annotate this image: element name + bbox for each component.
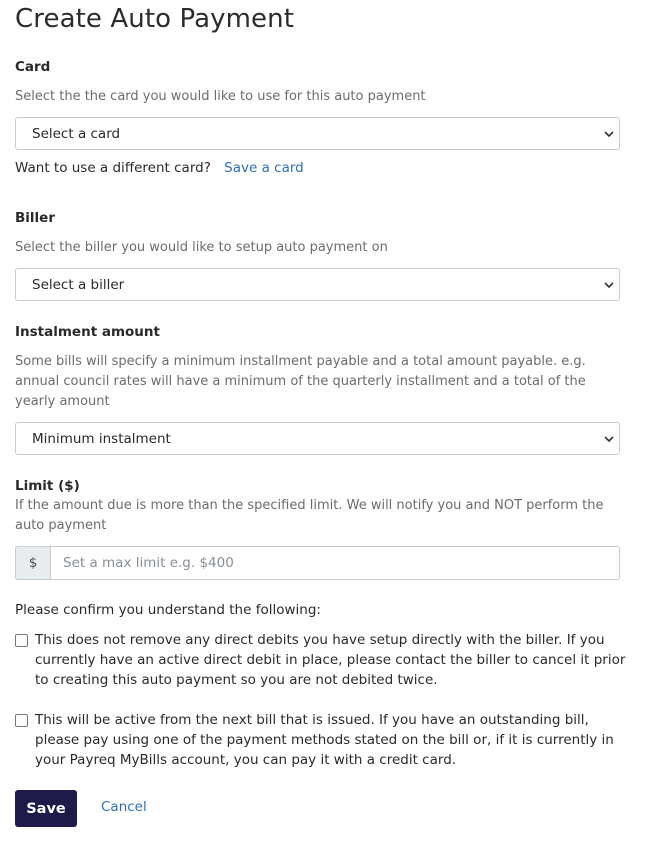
confirm-heading: Please confirm you understand the following: [15, 602, 321, 618]
chevron-down-icon [603, 433, 615, 445]
limit-input-group [15, 546, 620, 580]
confirm-text-next-bill: This will be active from the next bill that is issued. If you have an outstanding bill, please pay using one of the payment methods stated on the bill or, if it is currently in your Payreq MyBills account, you can pay it with a credit card. [35, 712, 614, 768]
cancel-link[interactable]: Cancel [101, 799, 147, 815]
alternate-card-prompt: Want to use a different card? [15, 160, 211, 176]
alternate-card-row [15, 160, 304, 176]
page-title: Create Auto Payment [15, 4, 295, 34]
card-select-value: Select a card [32, 125, 121, 142]
confirm-text-direct-debit: This does not remove any direct debits you have setup directly with the biller. If you currently have an active direct debit in place, please contact the biller to cancel it prior to creating this auto payment so you are not debited twice. [35, 632, 626, 688]
save-a-card-link[interactable]: Save a card [224, 160, 304, 176]
confirm-checkbox-direct-debit[interactable] [15, 634, 28, 647]
instalment-label: Instalment amount [15, 324, 160, 340]
chevron-down-icon [603, 279, 615, 291]
instalment-select-value: Minimum instalment [32, 430, 171, 447]
card-help-text: Select the the card you would like to use for this auto payment [15, 89, 426, 104]
card-select[interactable] [15, 117, 620, 150]
instalment-help-text: Some bills will specify a minimum installment payable and a total amount payable. e.g. annual council rates will have a minimum of the quarterly installment and a total of the yearly amount [15, 354, 586, 409]
limit-label: Limit ($) [15, 478, 80, 494]
confirm-checkbox-next-bill[interactable] [15, 714, 28, 727]
confirm-item [15, 710, 635, 770]
biller-label: Biller [15, 210, 55, 226]
limit-input[interactable] [50, 546, 620, 580]
limit-help-text: If the amount due is more than the specified limit. We will notify you and NOT perform the auto payment [15, 498, 604, 533]
card-label: Card [15, 59, 51, 75]
instalment-select[interactable] [15, 422, 620, 455]
biller-select[interactable] [15, 268, 620, 301]
save-button[interactable]: Save [15, 790, 77, 827]
biller-help-text: Select the biller you would like to setup auto payment on [15, 240, 388, 255]
currency-addon: $ [15, 546, 50, 580]
confirm-item [15, 630, 635, 690]
biller-select-value: Select a biller [32, 276, 125, 293]
chevron-down-icon [603, 128, 615, 140]
